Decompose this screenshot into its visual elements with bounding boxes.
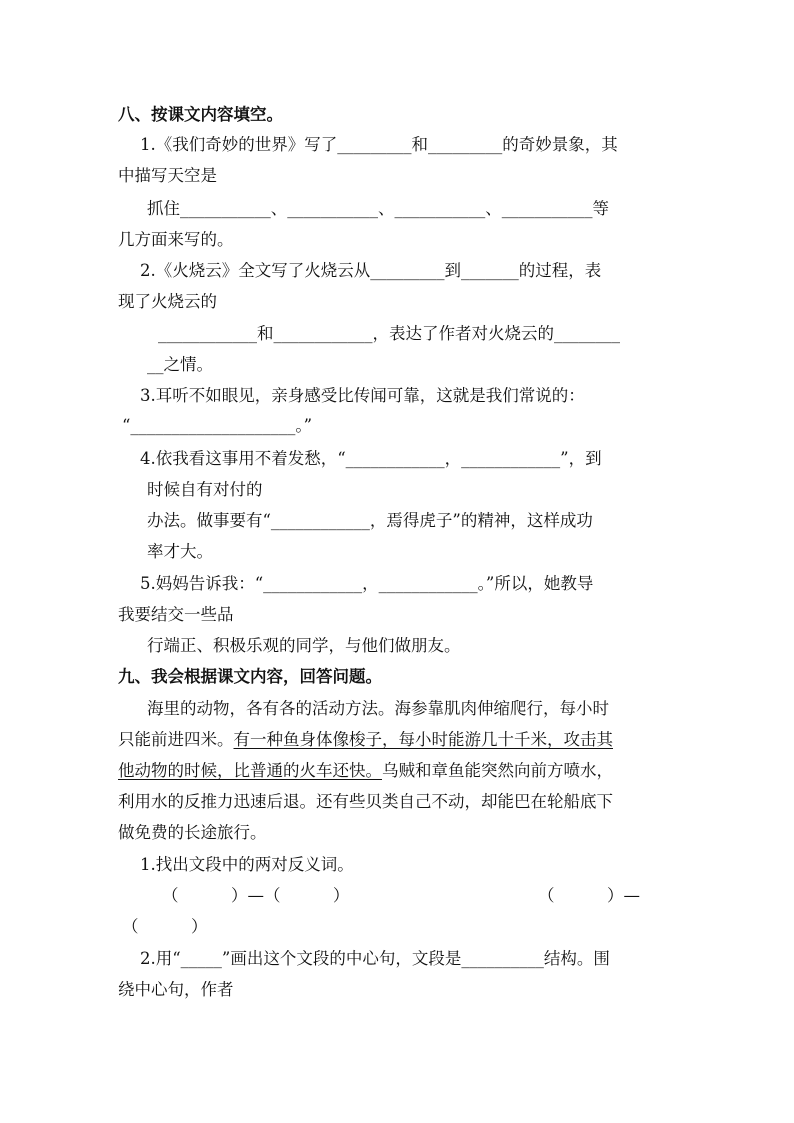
q4-line4: 率才大。 (147, 542, 213, 561)
s9-q2-line1: 2.用“_____”画出这个文段的中心句，文段是__________结构。围 (140, 949, 610, 968)
q1-line1: 1.《我们奇妙的世界》写了_________和_________的奇妙景象，其 (140, 135, 618, 154)
antonym-pair2-left: （ ）— (538, 886, 640, 905)
q5-line1: 5.妈妈告诉我：“____________，____________。”所以，她教导 (140, 574, 594, 593)
q2-line3: ____________和____________，表达了作者对火烧云的________ (158, 324, 620, 343)
q5-line2: 我要结交一些品 (118, 605, 234, 624)
section8-title: 八、按课文内容填空。 (118, 105, 283, 124)
s9-q2-line2: 绕中心句，作者 (118, 980, 234, 999)
q3-line2: “____________________。” (122, 416, 313, 435)
q1-line4: 几方面来写的。 (118, 230, 234, 249)
central-sentence-part2: 他动物的时候，比普通的火车还快。 (118, 761, 382, 780)
passage-line3-plain: 乌贼和章鱼能突然向前方喷水， (382, 761, 613, 780)
q3-line1: 3.耳听不如眼见，亲身感受比传闻可靠，这就是我们常说的： (140, 386, 585, 405)
passage-line3 (118, 760, 613, 782)
q4-line2: 时候自有对付的 (147, 480, 263, 499)
q4-line1: 4.依我看这事用不着发愁，“____________，____________”，到 (140, 449, 602, 468)
antonym-pair2-right: （ ） (122, 917, 208, 936)
section9-title: 九、我会根据课文内容，回答问题。 (118, 667, 382, 686)
q5-line3: 行端正、积极乐观的同学，与他们做朋友。 (147, 636, 461, 655)
passage-line2-plain: 只能前进四米。 (118, 730, 234, 749)
q2-line2: 现了火烧云的 (118, 292, 217, 311)
q2-line4: __之情。 (147, 355, 213, 374)
passage-line1: 海里的动物，各有各的活动方法。海参靠肌肉伸缩爬行，每小时 (147, 699, 609, 718)
central-sentence-part1: 有一种鱼身体像梭子，每小时能游几十千米，攻击其 (233, 730, 613, 749)
passage-line4: 利用水的反推力迅速后退。还有些贝类自己不动，却能巴在轮船底下 (118, 792, 613, 811)
q1-line3: 抓住___________、___________、___________、___________等 (147, 199, 609, 218)
q2-line1: 2.《火烧云》全文写了火烧云从_________到_______的过程，表 (140, 261, 602, 280)
passage-line2 (118, 729, 613, 751)
q4-line3: 办法。做事要有“____________，焉得虎子”的精神，这样成功 (147, 511, 593, 530)
q1-line2: 中描写天空是 (118, 166, 217, 185)
passage-line5: 做免费的长途旅行。 (118, 823, 267, 842)
s9-q1-line1: 1.找出文段中的两对反义词。 (140, 855, 354, 874)
antonym-pair1: （ ）—（ ） (162, 886, 350, 905)
